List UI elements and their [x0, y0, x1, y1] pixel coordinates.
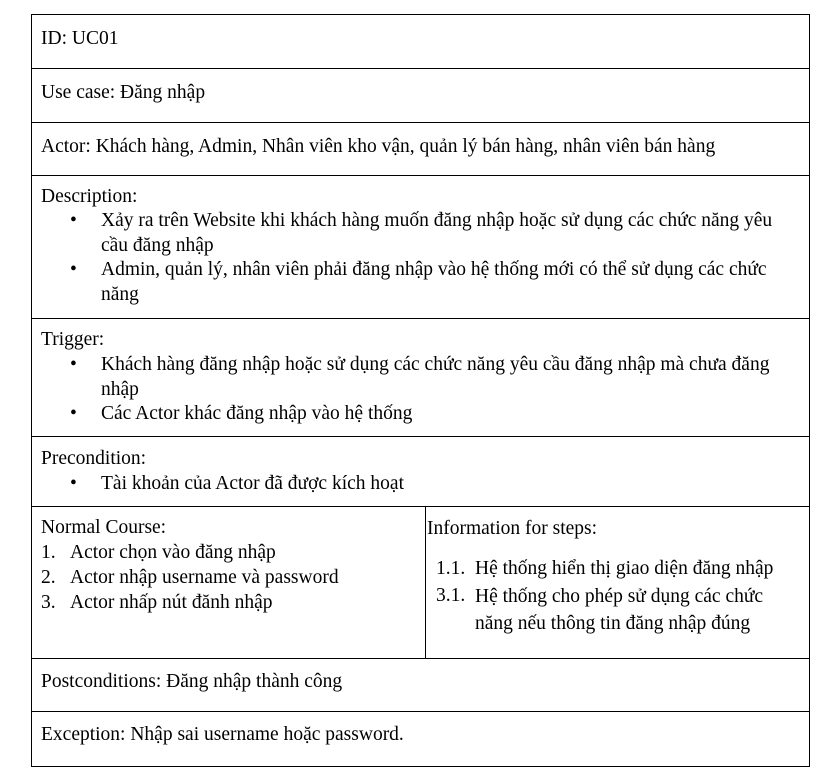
step-text: Actor nhấp nút đănh nhập — [70, 592, 273, 613]
bullet-icon: • — [70, 403, 77, 424]
info-step-number: 1.1. — [436, 558, 466, 579]
exception-row — [32, 712, 809, 766]
step-number: 3. — [41, 592, 56, 613]
exception-text: Exception: Nhập sai username hoặc password. — [41, 724, 404, 745]
list-item: • Admin, quản lý, nhân viên phải đăng nhập vào hệ thống mới có thể sử dụng các chức năng — [70, 259, 767, 305]
trigger-list — [32, 353, 809, 427]
postconditions-row — [32, 659, 809, 712]
normal-course-label: Normal Course: — [41, 517, 167, 538]
use-case-table — [31, 14, 810, 767]
list-item: • Tài khoản của Actor đã được kích hoạt — [32, 472, 809, 497]
id-text: ID: UC01 — [41, 28, 119, 49]
step-number: 1. — [41, 542, 56, 563]
description-row — [32, 176, 809, 319]
info-step-text: Hệ thống cho phép sử dụng các chức năng nếu thông tin đăng nhập đúng — [475, 586, 764, 634]
bullet-icon: • — [70, 473, 77, 494]
description-label: Description: — [41, 186, 138, 207]
id-row — [32, 15, 809, 69]
precondition-label: Precondition: — [41, 448, 147, 469]
information-label: Information for steps: — [427, 518, 598, 539]
postconditions-text: Postconditions: Đăng nhập thành công — [41, 671, 343, 692]
actor-text: Actor: Khách hàng, Admin, Nhân viên kho vận, quản lý bán hàng, nhân viên bán hàng — [41, 136, 716, 157]
bullet-icon: • — [70, 354, 77, 375]
trigger-label: Trigger: — [41, 329, 105, 350]
use-case-text: Use case: Đăng nhập — [41, 82, 206, 103]
precondition-row — [32, 437, 809, 507]
course-row — [32, 507, 809, 659]
list-item: • Các Actor khác đăng nhập vào hệ thống — [32, 402, 809, 427]
actor-row — [32, 123, 809, 176]
info-step-number: 3.1. — [436, 585, 466, 606]
description-list — [32, 209, 809, 307]
step-text: Actor chọn vào đăng nhập — [70, 542, 276, 563]
use-case-row — [32, 69, 809, 123]
bullet-icon: • — [70, 210, 77, 231]
list-item: • Xảy ra trên Website khi khách hàng muốn đăng nhập hoặc sử dụng các chức năng yêu cầu đăng nhập — [70, 210, 773, 256]
trigger-row — [32, 319, 809, 437]
list-item: • Khách hàng đăng nhập hoặc sử dụng các chức năng yêu cầu đăng nhập mà chưa đăng nhập — [70, 354, 770, 400]
step-number: 2. — [41, 567, 56, 588]
precondition-list — [32, 472, 809, 497]
info-step-text: Hệ thống hiển thị giao diện đăng nhập — [475, 558, 774, 579]
column-divider — [425, 507, 426, 658]
bullet-icon: • — [70, 259, 77, 280]
step-text: Actor nhập username và password — [70, 567, 339, 588]
